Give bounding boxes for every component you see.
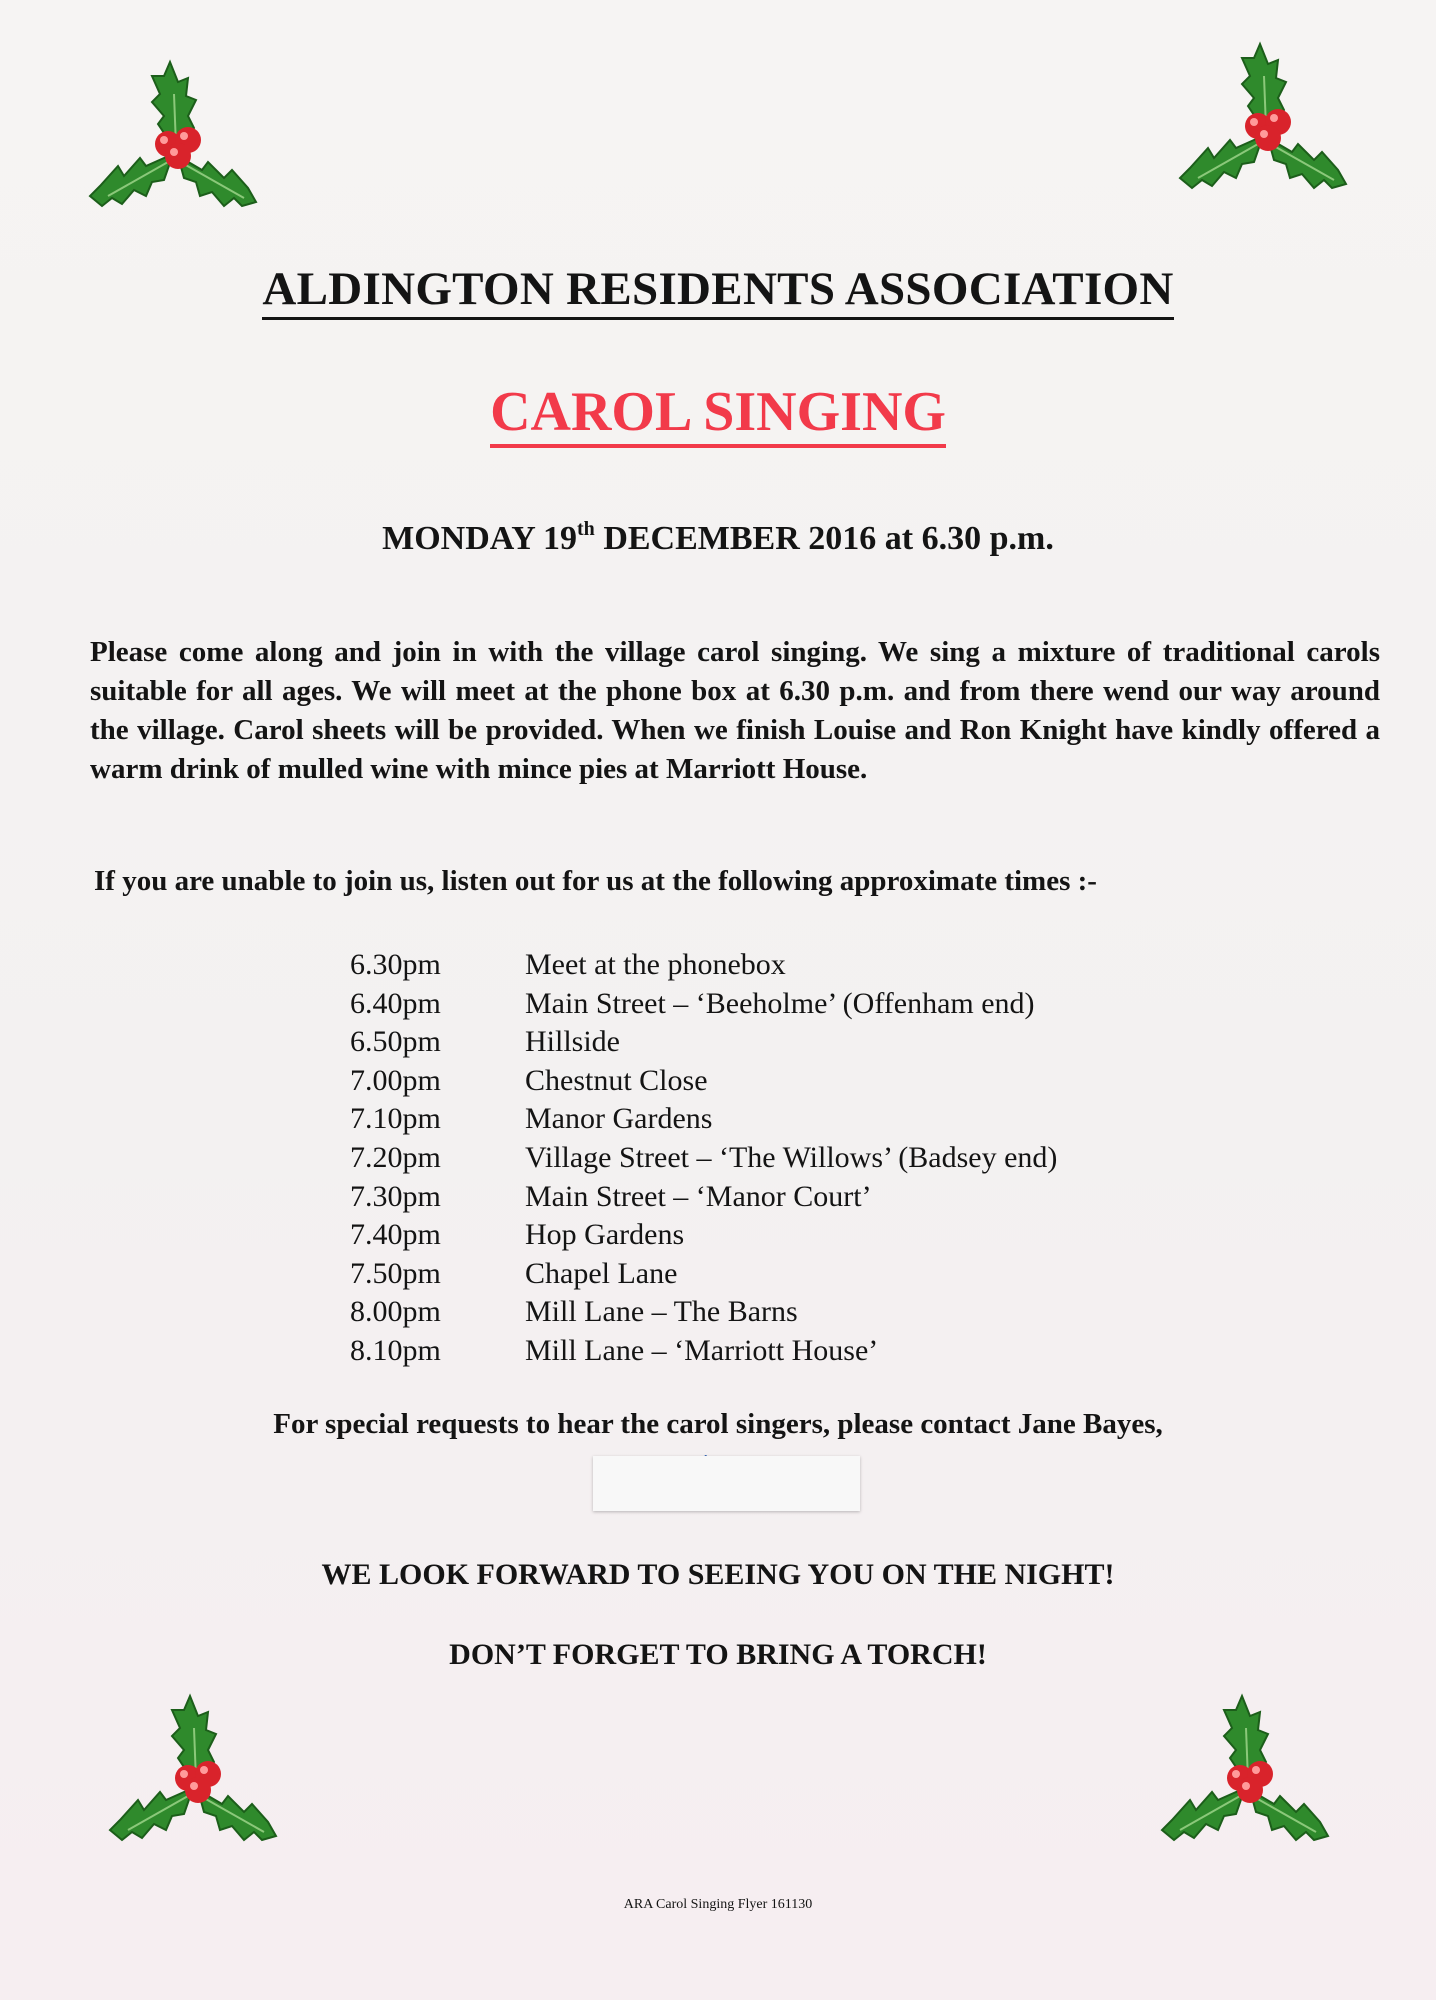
organisation-name: ALDINGTON RESIDENTS ASSOCIATION <box>262 263 1173 320</box>
requests-text: For special requests to hear the carol singers, please contact Jane Bayes, <box>273 1408 1163 1440</box>
event-title-text: CAROL SINGING <box>490 381 946 448</box>
event-date <box>0 520 1436 558</box>
schedule-row <box>350 1139 1057 1178</box>
schedule-time: 6.40pm <box>350 986 441 1020</box>
schedule-time: 8.10pm <box>350 1333 441 1367</box>
schedule-place: Chestnut Close <box>525 1063 708 1097</box>
schedule-place: Village Street – ‘The Willows’ (Badsey end) <box>525 1140 1058 1174</box>
schedule-time: 6.30pm <box>350 948 441 981</box>
schedule-place: Mill Lane – ‘Marriott House’ <box>525 1333 879 1367</box>
holly-icon <box>98 1670 288 1870</box>
schedule-time: 7.30pm <box>350 1179 441 1213</box>
schedule-time: 7.20pm <box>350 1140 441 1174</box>
schedule-row <box>350 1332 1057 1371</box>
event-title <box>0 380 1436 444</box>
schedule-place: Manor Gardens <box>525 1102 713 1136</box>
schedule-place: Hillside <box>525 1025 620 1059</box>
schedule-place: Main Street – ‘Beeholme’ (Offenham end) <box>525 986 1035 1020</box>
redaction-label <box>593 1456 860 1511</box>
event-date-rest: DECEMBER 2016 at 6.30 p.m. <box>594 520 1054 557</box>
schedule-place: Chapel Lane <box>525 1256 678 1290</box>
event-date-ordinal: th <box>577 518 595 540</box>
schedule-time: 7.00pm <box>350 1063 441 1097</box>
schedule-time: 7.50pm <box>350 1256 441 1290</box>
schedule-row <box>350 985 1057 1024</box>
schedule-list <box>350 946 1057 1371</box>
schedule-time: 8.00pm <box>350 1295 441 1329</box>
schedule-row <box>350 1216 1057 1255</box>
schedule-time: 6.50pm <box>350 1025 441 1059</box>
flyer-footer: ARA Carol Singing Flyer 161130 <box>623 1897 813 1912</box>
schedule-place: Meet at the phonebox <box>525 948 786 981</box>
schedule-row <box>350 1178 1057 1217</box>
organisation-heading <box>0 262 1436 316</box>
torch-reminder: DON’T FORGET TO BRING A TORCH! <box>449 1638 987 1671</box>
schedule-row <box>350 1293 1057 1332</box>
schedule-place: Mill Lane – The Barns <box>525 1295 798 1329</box>
schedule-time: 7.40pm <box>350 1218 441 1252</box>
schedule-time: 7.10pm <box>350 1102 441 1136</box>
holly-icon <box>1150 1670 1340 1870</box>
listen-text: If you are unable to join us, listen out for us at the following approximate times :- <box>94 865 1097 897</box>
intro-paragraph: Please come along and join in with the village carol singing. We sing a mixture of traditional carols suitable for all ages. We will meet at the phone box at 6.30 p.m. and from there wend our way around the village. Carol sheets will be provided. When we finish Louise and Ron Knight have kindly offered a warm drink of mulled wine with mince pies at Marriott House. <box>90 636 1380 785</box>
schedule-row <box>350 1062 1057 1101</box>
event-date-prefix: MONDAY 19 <box>382 520 578 557</box>
schedule-row <box>350 1023 1057 1062</box>
schedule-row <box>350 1255 1057 1294</box>
schedule-place: Main Street – ‘Manor Court’ <box>525 1179 872 1213</box>
schedule-place: Hop Gardens <box>525 1218 685 1252</box>
holly-icon <box>78 36 268 236</box>
schedule-row <box>350 1100 1057 1139</box>
holly-icon <box>1168 18 1358 218</box>
schedule-row <box>350 946 1057 985</box>
closing-message: WE LOOK FORWARD TO SEEING YOU ON THE NIGHT! <box>321 1558 1115 1591</box>
